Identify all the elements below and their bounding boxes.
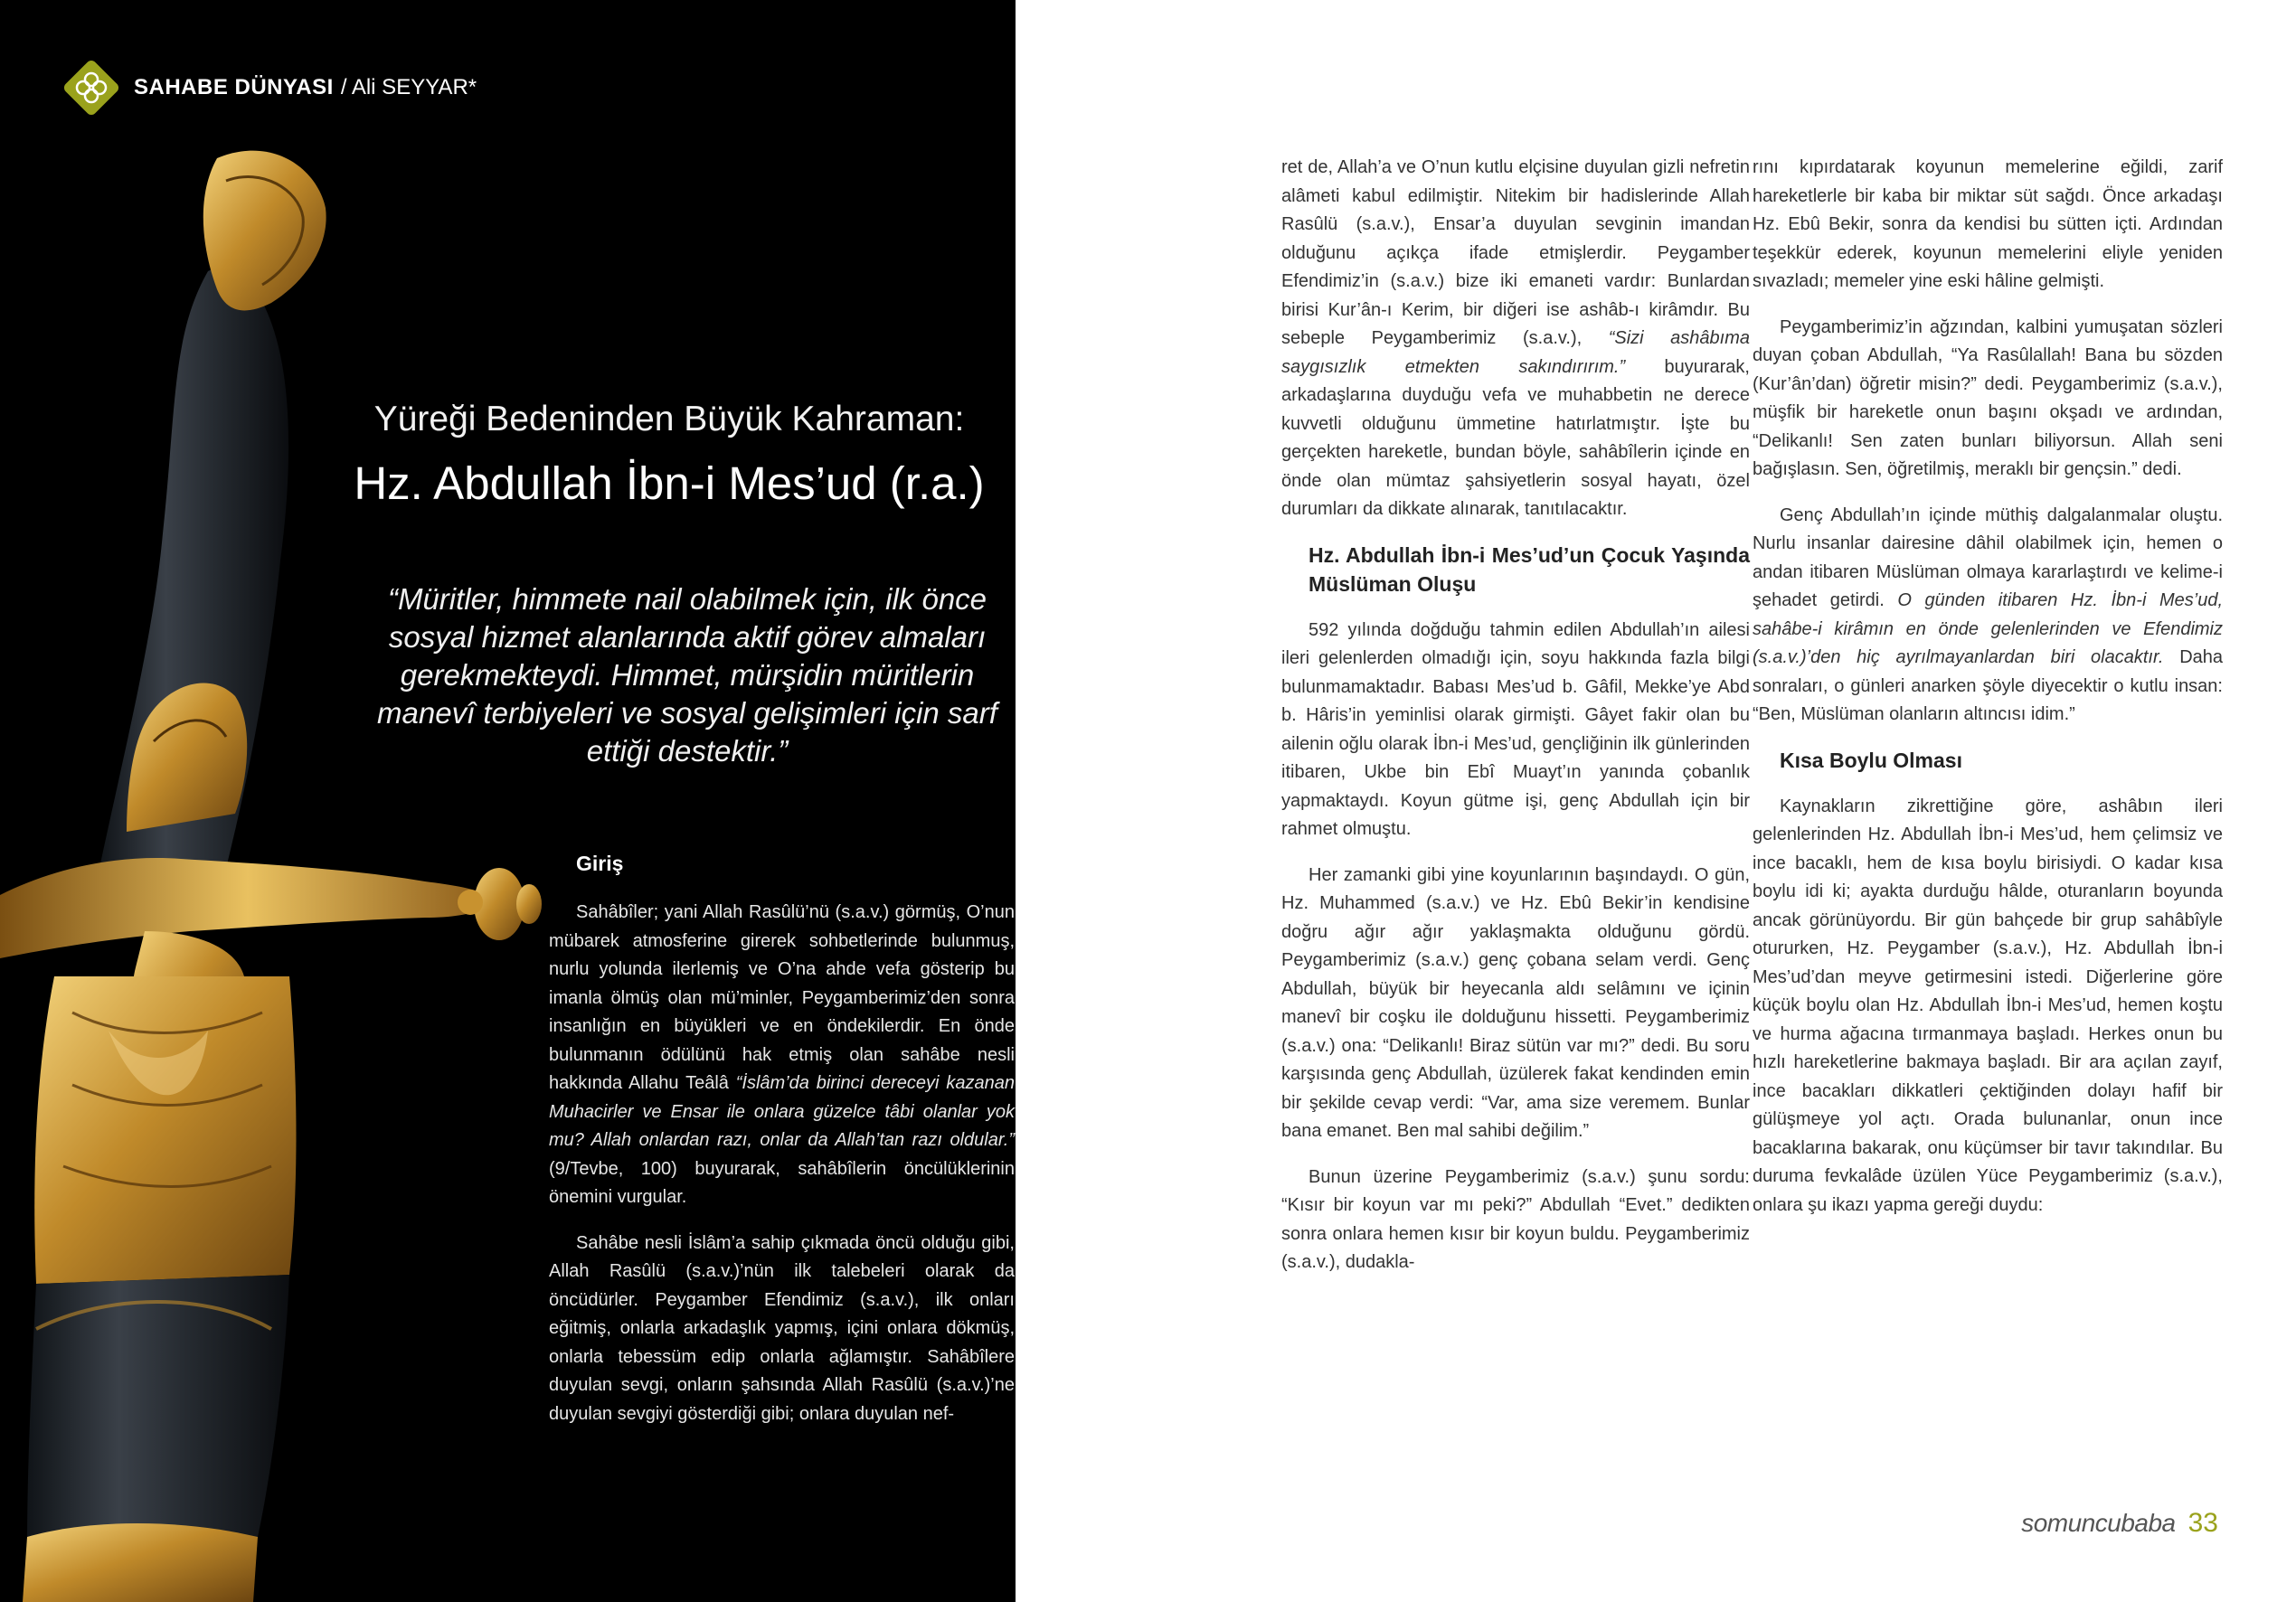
headline-subtitle: Yüreği Bedeninden Büyük Kahraman:: [373, 400, 965, 438]
right-page: [1016, 0, 2296, 1602]
paragraph: Sahâbe nesli İslâm’a sahip çıkmada öncü olduğu gibi, Allah Rasûlü (s.a.v.)’nün ilk talebeleri olarak da öncüdürler. Peygamber Efendimiz (s.a.v.), ilk onları eğitmiş, onlarla arkadaşlık yapmış, içini onlara dökmüş, onlarla tebessüm edip onlarla ağlamıştır. Sahâbîlere duyulan sevgi, onların şahsında Allah Rasûlü (s.a.v.)’ne duyulan sevgiyi gösterdiği gibi; onlara duyulan nef-: [549, 1232, 1015, 1424]
paragraph: Genç Abdullah’ın içinde müthiş dalgalanmalar oluştu. Nurlu insanlar dairesine dâhil olabilmek için, hemen o andan itibaren Müslüman olmaya kararlaştırdı ve kelime-i şehadet getirdi. O günden itibaren Hz. İbn-i Mes’ud, sahâbe-i kirâmın en önde gelenlerinden ve Efendimiz (s.a.v.)’den hiç ayrılmayanlardan biri olacaktır. Daha sonraları, o günleri anarken şöyle diyecektir o kutlu insan: “Ben, Müslüman olanların altıncısı idim.”: [1753, 504, 2224, 724]
sword-photo: [0, 0, 561, 1602]
text-column-2: [1281, 154, 1750, 1277]
left-page: [0, 0, 1016, 1602]
pull-quote: “Müritler, himmete nail olabilmek için, ilk önce sosyal hizmet alanlarında aktif görev almaları gerekmekteydi. Himmet, mürşidin müritlerin manevî terbiyeleri ve sosyal gelişimleri için sarf ettiği destektir.”: [377, 582, 997, 768]
paragraph: Kaynakların zikrettiğine göre, ashâbın ileri gelenlerinden Hz. Abdullah İbn-i Mes’ud, hem çelimsiz ve ince bacaklı, hem de kısa boylu birisiydi. O kadar kısa boylu idi ki; ayakta durduğu hâlde, oturanların boyunda ancak görünüyordu. Bir gün bahçede bir grup sahâbîyle otururken, Hz. Peygamber (s.a.v.), Hz. Abdullah İbn-i Mes’ud’dan meyve getirmesini istedi. Diğerlerine göre küçük boylu olan Hz. Abdullah İbn-i Mes’ud, hemen koştu ve hurma ağacına tırmanmaya başladı. Herkes onun bu hızlı hareketlerine bakmaya başladı. Bir ara açılan zayıf, ince bacakları dikkatleri çektiğinden dolayı hafif bir gülüşmeye yol açtı. Orada bulunanlar, onun ince bacaklarına bakarak, onu küçümser bir tavır takındılar. Bu duruma fevkalâde üzülen Yüce Peygamberimiz (s.a.v.), onlara şu ikazı yapma gereği duydu:: [1753, 796, 2223, 1215]
paragraph: Sahâbîler; yani Allah Rasûlü’nü (s.a.v.) görmüş, O’nun mübarek atmosferine girerek sohbetlerinde bulunmuş, nurlu yolunda ilerlemiş ve O’na ahde vefa gösterip bu imanla ölmüş olan mü’minler, Peygamberimiz’den sonra insanlığın en büyükleri ve en öndekilerdir. En önde bulunmanın ödülünü hak etmiş olan sahâbe nesli hakkında Allahu Teâlâ “İslâm’da birinci dereceyi kazanan Muhacirler ve Ensar ile onlara güzelce tâbi olanlar yok mu? Allah onlardan razı, onlar da Allah’tan razı oldular.” (9/Tevbe, 100) buyurarak, sahâbîlerin öncülüklerinin önemini vurgular.: [549, 902, 1015, 1207]
paragraph: Bunun üzerine Peygamberimiz (s.a.v.) şunu sordu: “Kısır bir koyun var mı peki?” Abdullah “Evet.” dedikten sonra onlara hemen kısır bir koyun buldu. Peygamberimiz (s.a.v.), dudakla-: [1281, 1166, 1750, 1272]
magazine-brand: somuncubaba: [2021, 1509, 2176, 1537]
page-number: 33: [2187, 1508, 2218, 1538]
author-name: / Ali SEYYAR*: [340, 75, 477, 99]
section-heading-kisa-boylu: Kısa Boylu Olması: [1780, 748, 1962, 772]
page-footer: [2021, 1508, 2218, 1539]
paragraph: rını kıpırdatarak koyunun memelerine eğildi, zarif hareketlerle bir kaba bir miktar süt sağdı. Önce arkadaşı Hz. Ebû Bekir, sonra da kendisi bu sütten içti. Ardından teşekkür ederek, koyunun memelerini eliyle yeniden sıvazladı; memeler yine eski hâline gelmişti.: [1753, 157, 2223, 291]
text-column-3: [1753, 154, 2223, 1220]
paragraph: Her zamanki gibi yine koyunlarının başındaydı. O gün, Hz. Muhammed (s.a.v.) ve Hz. Ebû Bekir’in kendisine doğru ağır ağır yaklaşmakta olduğunu gördü. Peygamberimiz (s.a.v.) genç çobana selam verdi. Genç Abdullah, büyük bir heyecanla aldı selâmını ve içinin manevî bir coşku ile dolduğunu hissetti. Peygamberimiz (s.a.v.) ona: “Delikanlı! Biraz sütün var mı?” dedi. Bu soru karşısında genç Abdullah, üzülerek fakat kendinden emin bir şekilde cevap verdi: “Var, ama size veremem. Bunlar bana emanet. Ben mal sahibi değilim.”: [1281, 864, 1750, 1141]
paragraph: 592 yılında doğduğu tahmin edilen Abdullah’ın ailesi ileri gelenlerden olmadığı için, soyu hakkında fazla bilgi bulunmamaktadır. Babası Mes’ud b. Gâfil, Mekke’ye Abd b. Hâris’in yeminlisi olarak girmişti. Gâyet fakir olan bu ailenin oğlu olarak İbn-i Mes’ud, gençliğinin ilk günlerinden itibaren, Ukbe bin Ebî Muayt’ın yanında çobanlık yapmaktaydı. Koyun gütme işi, genç Abdullah için bir rahmet olmuştu.: [1281, 619, 1750, 839]
paragraph: ret de, Allah’a ve O’nun kutlu elçisine duyulan gizli nefretin alâmeti kabul edilmiştir. Nitekim bir hadislerinde Allah Rasûlü (s.a.v.), Ensar’a duyulan sevginin imandan olduğunu açıkça ifade etmişlerdir. Peygamber Efendimiz’in (s.a.v.) bize iki emaneti vardır: Bunlardan birisi Kur’ân-ı Kerim, bir diğeri ise ashâb-ı kirâmdır. Bu sebeple Peygamberimiz (s.a.v.), “Sizi ashâbıma saygısızlık etmekten sakındırırım.” buyurarak, arkadaşlarına duyduğu vefa ve muhabbetin ne derece kuvvetli olduğunu ümmetine hatırlatmıştır. İşte bu gerçekten hareketle, bundan böyle, sahâbîlerin içinde en önde olan mümtaz şahsiyetlerin sosyal hayatı, özel durumları da dikkate alınarak, tanıtılacaktır.: [1281, 157, 1750, 519]
headline-title: Hz. Abdullah İbn-i Mes’ud (r.a.): [354, 457, 985, 509]
text-column-1: [549, 850, 1015, 1428]
section-heading-giris: Giriş: [576, 852, 624, 875]
quatrefoil-icon: [61, 58, 121, 118]
section-heading-cocuk-yasinda: Hz. Abdullah İbn-i Mes’ud’un Çocuk Yaşında Müslüman Oluşu: [1309, 542, 1750, 596]
section-title: SAHABE DÜNYASI: [134, 75, 334, 99]
section-header: [61, 56, 477, 119]
paragraph: Peygamberimiz’in ağzından, kalbini yumuşatan sözleri duyan çoban Abdullah, “Ya Rasûlallah! Bana bu sözden (Kur’ân’dan) öğretir misin?” dedi. Peygamberimiz (s.a.v.), müşfik bir hareketle onun başını okşadı ve ardından, “Delikanlı! Sen zaten bunları biliyorsun. Allah seni bağışlasın. Sen, öğretilmiş, meraklı bir gençsin.” dedi.: [1753, 316, 2223, 479]
